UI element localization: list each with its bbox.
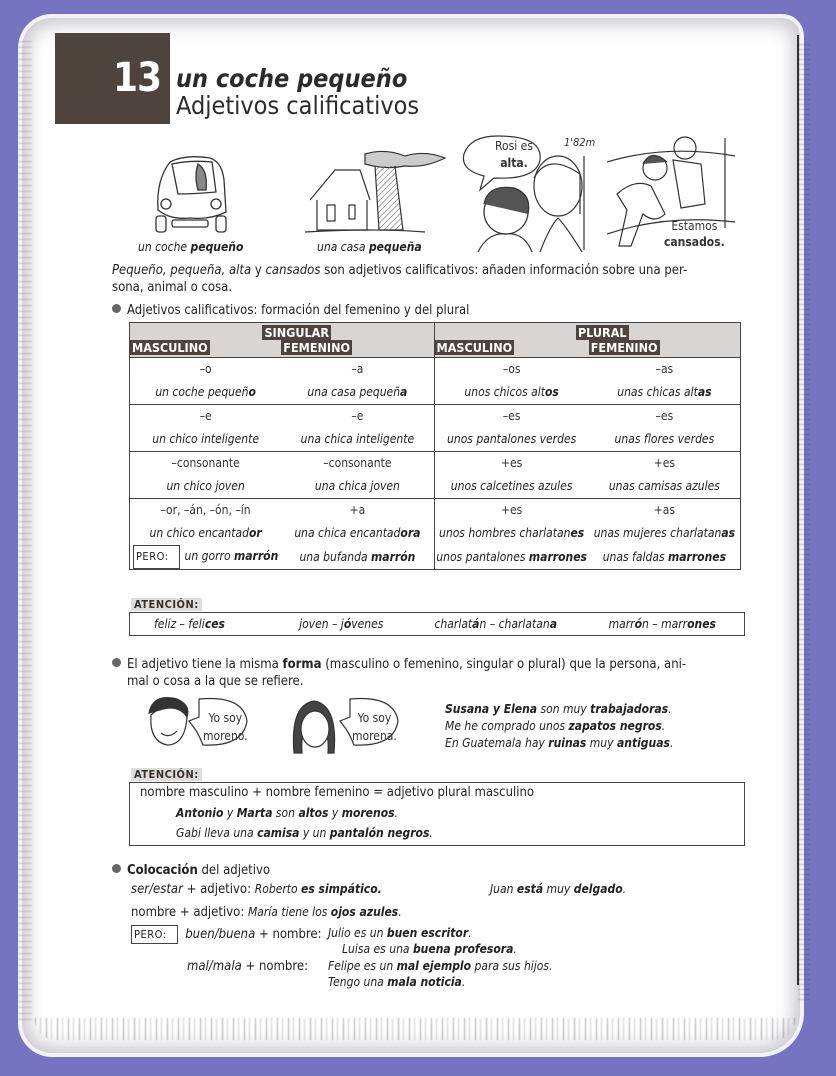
example-stem: una chica inteligente — [300, 432, 415, 446]
suffix-row — [130, 405, 741, 428]
suffix-row — [130, 499, 741, 522]
emphasis: pantalón negros — [329, 826, 430, 840]
unit-title: Adjetivos calificativos — [176, 91, 420, 120]
example-stem: un chico encantad — [149, 526, 249, 540]
example-cell — [281, 380, 434, 405]
table-header-bottom — [130, 340, 741, 358]
text: . — [622, 882, 627, 896]
suffix-cell: +as — [589, 499, 741, 522]
example-julio — [328, 926, 472, 940]
header-sing-fem: FEMENINO — [283, 340, 351, 355]
bullet-icon — [112, 658, 121, 667]
suffix-cell: –as — [589, 358, 741, 381]
adjective-formation-table — [129, 322, 741, 570]
bullet-icon — [112, 304, 121, 313]
example-row — [130, 474, 741, 499]
emphasis: mala noticia — [387, 975, 462, 989]
example-stem: unos pantalones verdes — [447, 432, 577, 446]
pair-ending: ones — [687, 617, 716, 631]
example-cell — [130, 545, 282, 570]
example-cell — [434, 380, 589, 405]
example-stem: una chica joven — [314, 479, 400, 493]
example-luisa — [342, 942, 517, 956]
scan-edge-right — [798, 40, 810, 1000]
bullet-icon — [112, 864, 121, 873]
pero-row — [130, 545, 741, 570]
suffix-row — [130, 452, 741, 475]
ser-estar-rule: ser/estar + adjetivo: Roberto es simpático. — [131, 882, 382, 897]
example-ending: as — [721, 526, 736, 540]
text: Juan — [490, 882, 517, 896]
suffix-cell: –e — [130, 405, 282, 428]
emphasis: delgado — [573, 882, 623, 896]
text: . — [661, 719, 666, 733]
unit-title-italic: un coche pequeño — [176, 64, 408, 93]
scan-edge-bottom — [35, 1018, 795, 1040]
example-cell — [434, 427, 589, 452]
example-cell — [281, 427, 434, 452]
mal-mala-rule: mal/mala + nombre: — [187, 959, 309, 974]
pero-label: PERO: — [131, 925, 178, 944]
example-stem: unas camisas azules — [608, 479, 720, 493]
suffix-cell: +es — [434, 452, 589, 475]
page-edge-rule — [797, 35, 799, 985]
text: . — [461, 975, 466, 989]
atencion-pair — [299, 613, 434, 635]
emphasis: antiguas — [616, 736, 670, 750]
pair-ending: ó — [634, 617, 643, 631]
emphasis: buen escritor — [386, 926, 469, 940]
pair-text: charlat — [434, 617, 473, 631]
girl-speech-text: Yo soy morena. — [352, 711, 397, 743]
scan-edge-left — [18, 40, 32, 1020]
text: son muy — [537, 702, 591, 716]
car-illustration — [150, 150, 240, 238]
text: muy — [543, 882, 574, 896]
example-stem: un coche pequeñ — [155, 385, 249, 399]
example-stem: una bufanda — [299, 550, 372, 564]
example-stem: unas flores verdes — [614, 432, 715, 446]
section3-heading: Colocación del adjetivo — [112, 862, 270, 879]
example-cell — [434, 521, 589, 545]
example-stem: unas chicas alt — [617, 385, 698, 399]
example-stem: unas faldas — [602, 550, 668, 564]
pair-text: joven – j — [299, 617, 344, 631]
text: y — [223, 806, 237, 820]
example-ending: ora — [400, 526, 421, 540]
example-cell — [281, 545, 434, 570]
text: Tengo una — [328, 975, 388, 989]
emphasis: mal ejemplo — [396, 959, 472, 973]
header-singular: SINGULAR — [264, 325, 330, 340]
example-stem: unos calcetines azules — [450, 479, 573, 493]
example-ending: marrón — [233, 549, 279, 563]
example-cell — [589, 474, 741, 499]
example-sentence — [445, 701, 673, 718]
example-stem: un chico joven — [166, 479, 245, 493]
suffix-cell: +es — [434, 499, 589, 522]
pair-text: marr — [608, 617, 635, 631]
pair-ending: ó — [343, 617, 352, 631]
example-ending: o — [248, 385, 256, 399]
header-pl-masc: MASCULINO — [436, 340, 513, 355]
example-ending: a — [400, 385, 408, 399]
emphasis: trabajadoras — [590, 702, 669, 716]
suffix-cell: –or, –án, –ón, –ín — [130, 499, 282, 522]
emphasis: altos — [298, 806, 329, 820]
header-plural: PLURAL — [577, 325, 627, 340]
emphasis: es simpático. — [301, 882, 382, 896]
example-row — [130, 521, 741, 545]
example-sentence — [445, 718, 673, 735]
example-cell — [130, 521, 282, 545]
example-juan — [490, 882, 626, 896]
suffix-cell: –os — [434, 358, 589, 381]
pair-text: n – charlatan — [479, 617, 550, 631]
suffix-cell: –consonante — [281, 452, 434, 475]
suffix-row — [130, 358, 741, 381]
atencion-rule: nombre masculino + nombre femenino = adjetivo plural masculino — [140, 785, 535, 800]
example-stem: unos pantalones — [436, 550, 529, 564]
atencion-box-1 — [129, 612, 745, 636]
example-cell — [434, 545, 589, 570]
example-cell — [281, 521, 434, 545]
suffix-cell: –es — [589, 405, 741, 428]
table-header-top — [130, 323, 741, 341]
example-row — [130, 427, 741, 452]
emphasis: Antonio — [176, 806, 224, 820]
text: . — [468, 926, 472, 940]
car-caption: un coche pequeño — [138, 240, 244, 254]
example-row — [130, 380, 741, 405]
atencion-label-2: ATENCIÓN: — [131, 768, 202, 781]
text: Roberto — [254, 882, 302, 896]
atencion-example-1 — [130, 803, 744, 823]
emphasis: Marta — [236, 806, 273, 820]
emphasis: está — [516, 882, 544, 896]
pair-ending: á — [472, 617, 480, 631]
text: Luisa es una — [342, 942, 413, 956]
emphasis: Susana y Elena — [445, 702, 538, 716]
section1-heading: Adjetivos calificativos: formación del femenino y del plural — [112, 302, 469, 319]
atencion-pair — [434, 613, 608, 635]
emphasis: ojos azules — [330, 905, 399, 919]
unit-number: 13 — [113, 55, 162, 101]
example-felipe — [328, 959, 552, 973]
text: Felipe es un — [328, 959, 397, 973]
house-illustration — [305, 150, 450, 238]
text: En Guatemala hay — [445, 736, 549, 750]
example-cell — [130, 380, 282, 405]
example-stem: una chica encantad — [294, 526, 401, 540]
text: Gabi lleva una — [176, 826, 258, 840]
text: Julio es un — [328, 926, 387, 940]
example-stem: un gorro — [184, 549, 234, 563]
example-stem: una casa pequeñ — [307, 385, 401, 399]
suffix-cell: –a — [281, 358, 434, 381]
emphasis: camisa — [257, 826, 300, 840]
example-ending: or — [248, 526, 262, 540]
suffix-cell: –e — [281, 405, 434, 428]
suffix-cell: +a — [281, 499, 434, 522]
nombre-adj-rule: nombre + adjetivo: María tiene los ojos azules. — [131, 905, 402, 920]
height-mark: 1'82m — [564, 136, 596, 149]
atencion-box-2 — [129, 782, 745, 846]
example-ending: marrones — [668, 550, 727, 564]
pero-label: PERO: — [133, 545, 180, 569]
header-sing-masc: MASCULINO — [132, 340, 208, 355]
example-cell — [130, 427, 282, 452]
atencion-label-1: ATENCIÓN: — [131, 598, 202, 611]
example-cell — [434, 474, 589, 499]
section2-paragraph: El adjetivo tiene la misma forma (masculino o femenino, singular o plural) que la persona, ani- mal o cosa a la que se refiere. — [112, 656, 752, 690]
boy-speech-text: Yo soy moreno. — [203, 711, 248, 743]
suffix-cell: +es — [589, 452, 741, 475]
text: y un — [299, 826, 330, 840]
suffix-cell: –o — [130, 358, 282, 381]
pair-text: venes — [351, 617, 384, 631]
text: . — [429, 826, 433, 840]
example-ending: os — [544, 385, 559, 399]
example-stem: un chico inteligente — [152, 432, 260, 446]
header-pl-fem: FEMENINO — [590, 340, 658, 355]
example-stem: unos chicos alt — [464, 385, 545, 399]
example-stem: unos hombres charlatan — [439, 526, 571, 540]
example-tengo — [328, 975, 465, 989]
suffix-cell: –es — [434, 405, 589, 428]
pair-ending: a — [549, 617, 557, 631]
text: . — [668, 702, 672, 716]
house-caption: una casa pequeña — [317, 240, 422, 254]
tired-speech-text: Estamos cansados. — [664, 219, 725, 249]
pair-text: n – marr — [642, 617, 688, 631]
example-cell — [130, 474, 282, 499]
emphasis: ruinas — [548, 736, 587, 750]
text: y — [328, 806, 342, 820]
example-cell — [589, 427, 741, 452]
text: son — [272, 806, 299, 820]
example-stem: unas mujeres charlatan — [593, 526, 722, 540]
emphasis: buena profesora — [412, 942, 514, 956]
text: para sus hijos. — [471, 959, 553, 973]
example-cell — [589, 380, 741, 405]
emphasis: zapatos negros — [568, 719, 662, 733]
example-cell — [281, 474, 434, 499]
example-cell — [589, 521, 741, 545]
atencion-pair — [609, 613, 744, 635]
example-ending: marrones — [528, 550, 587, 564]
example-ending: as — [697, 385, 712, 399]
rosi-speech-bubble: Rosi es alta. — [495, 139, 533, 170]
text: . — [513, 942, 517, 956]
example-sentence — [445, 735, 673, 752]
text: . — [669, 736, 674, 750]
atencion-example-2 — [130, 823, 744, 843]
intro-paragraph: Pequeño, pequeña, alta y cansados son adjetivos calificativos: añaden información sobre una per- sona, animal o cosa. — [112, 263, 688, 295]
example-ending: es — [570, 526, 585, 540]
pair-text: feliz – feli — [154, 617, 205, 631]
text: . — [394, 806, 398, 820]
suffix-cell: –consonante — [130, 452, 282, 475]
text: . — [398, 905, 402, 919]
text: Me he comprado unos — [445, 719, 569, 733]
example-ending: marrón — [371, 550, 416, 564]
example-cell — [589, 545, 741, 570]
section2-examples — [445, 701, 673, 752]
text: María tiene los — [247, 905, 331, 919]
emphasis: morenos — [341, 806, 395, 820]
atencion-pair — [154, 613, 299, 635]
pero-buen-rule: PERO: buen/buena + nombre: — [131, 925, 322, 944]
text: muy — [586, 736, 617, 750]
pair-ending: ces — [204, 617, 225, 631]
